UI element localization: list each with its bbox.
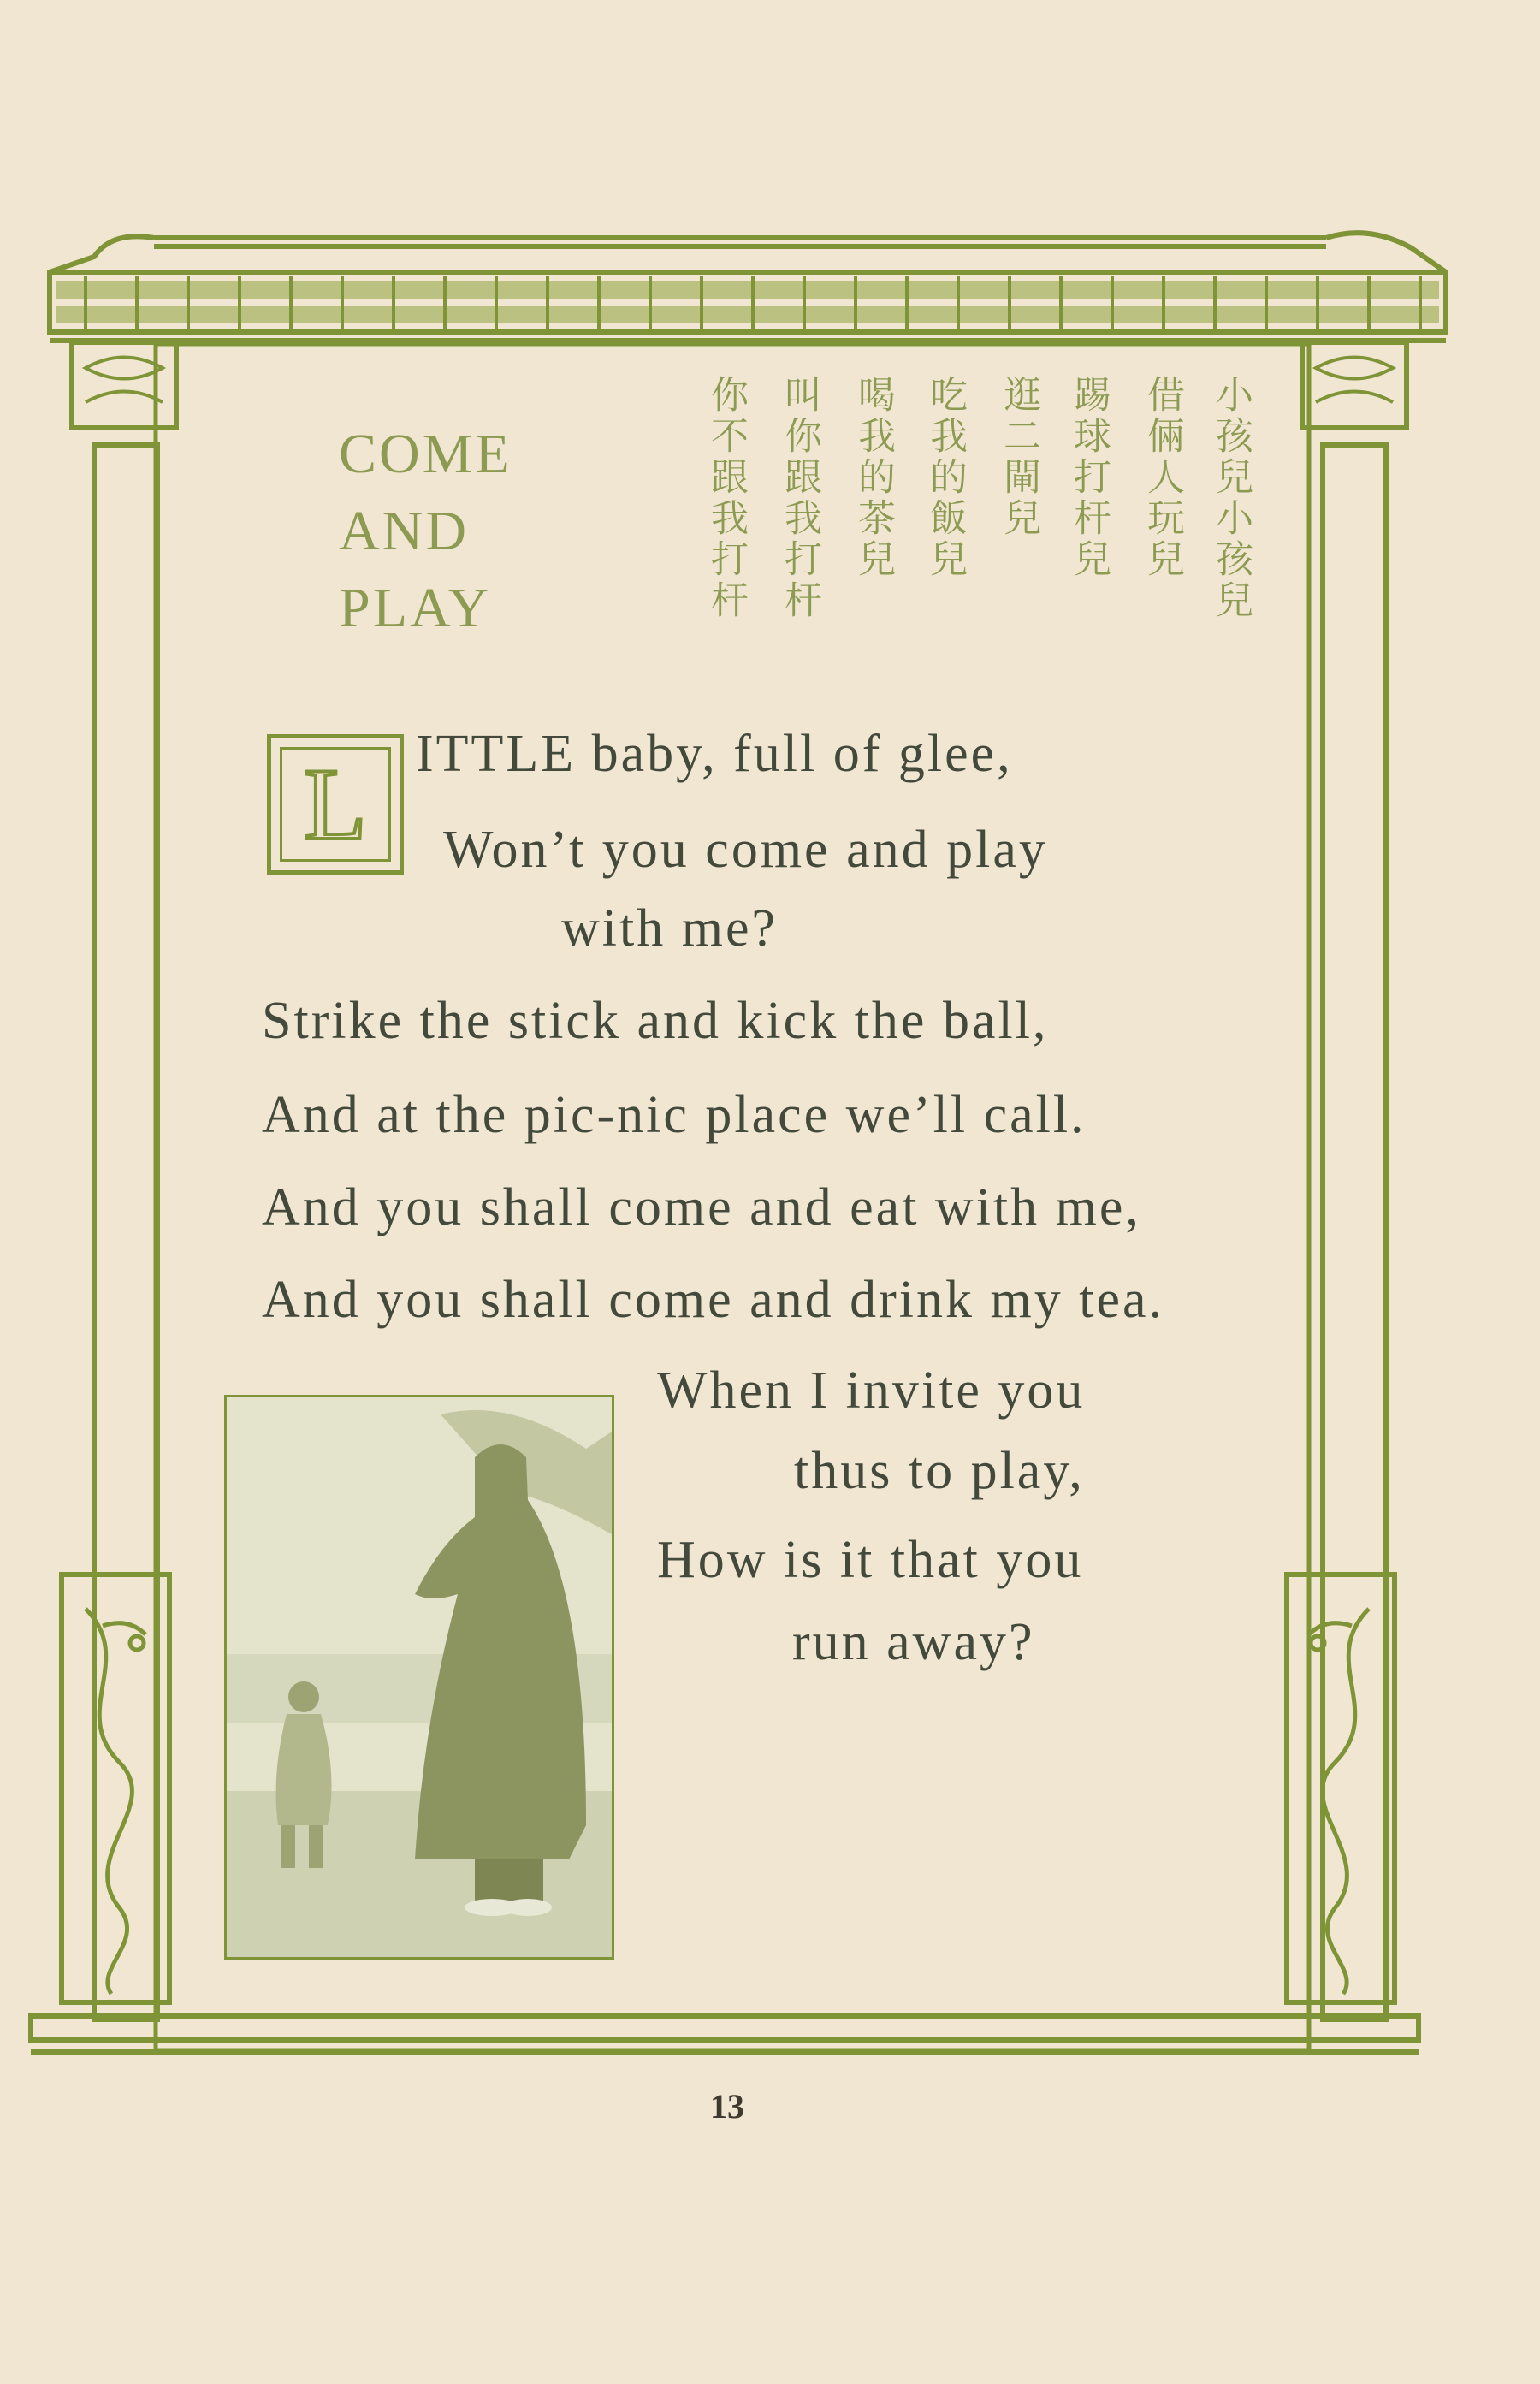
right-pillar bbox=[1323, 445, 1386, 2019]
poem-line: How is it that you bbox=[657, 1531, 1084, 1589]
title-line: PLAY bbox=[339, 577, 492, 639]
left-pillar bbox=[94, 445, 157, 2019]
base-beam bbox=[31, 2016, 1419, 2040]
chinese-column: 小孩兒小孩兒 bbox=[1209, 375, 1253, 621]
page-number: 13 bbox=[710, 2087, 744, 2126]
chinese-column: 叫你跟我打杆 bbox=[778, 375, 821, 621]
poem-line: thus to play, bbox=[794, 1442, 1085, 1500]
right-dragon-icon bbox=[1309, 1609, 1369, 1994]
poem-line: with me? bbox=[561, 899, 778, 958]
poem-line: Strike the stick and kick the ball, bbox=[262, 992, 1049, 1050]
chinese-verse bbox=[0, 375, 1540, 657]
chinese-column: 喝我的茶兒 bbox=[851, 375, 895, 580]
chinese-column: 借倆人玩兒 bbox=[1140, 375, 1184, 580]
poem-line: Won’t you come and play bbox=[443, 821, 1048, 879]
chinese-column: 逛二閘兒 bbox=[997, 375, 1040, 539]
title-line: AND bbox=[339, 500, 469, 562]
dropcap-letter: L bbox=[280, 747, 391, 862]
poem-line: When I invite you bbox=[657, 1361, 1086, 1420]
poem-line: And at the pic-nic place we’ll call. bbox=[262, 1086, 1087, 1144]
chinese-column: 踢球打杆兒 bbox=[1067, 375, 1111, 580]
chinese-column: 吃我的飯兒 bbox=[923, 375, 967, 580]
photo-scene-icon bbox=[227, 1397, 612, 1957]
poem-line: And you shall come and eat with me, bbox=[262, 1178, 1141, 1236]
poem-line: run away? bbox=[792, 1613, 1035, 1671]
poem-line: And you shall come and drink my tea. bbox=[262, 1271, 1165, 1329]
photograph bbox=[224, 1395, 614, 1960]
poem-line: ITTLE baby, full of glee, bbox=[416, 725, 1013, 783]
dropcap-box bbox=[267, 734, 404, 875]
chinese-column: 你不跟我打杆 bbox=[704, 375, 748, 621]
title-line: COME bbox=[339, 423, 512, 485]
